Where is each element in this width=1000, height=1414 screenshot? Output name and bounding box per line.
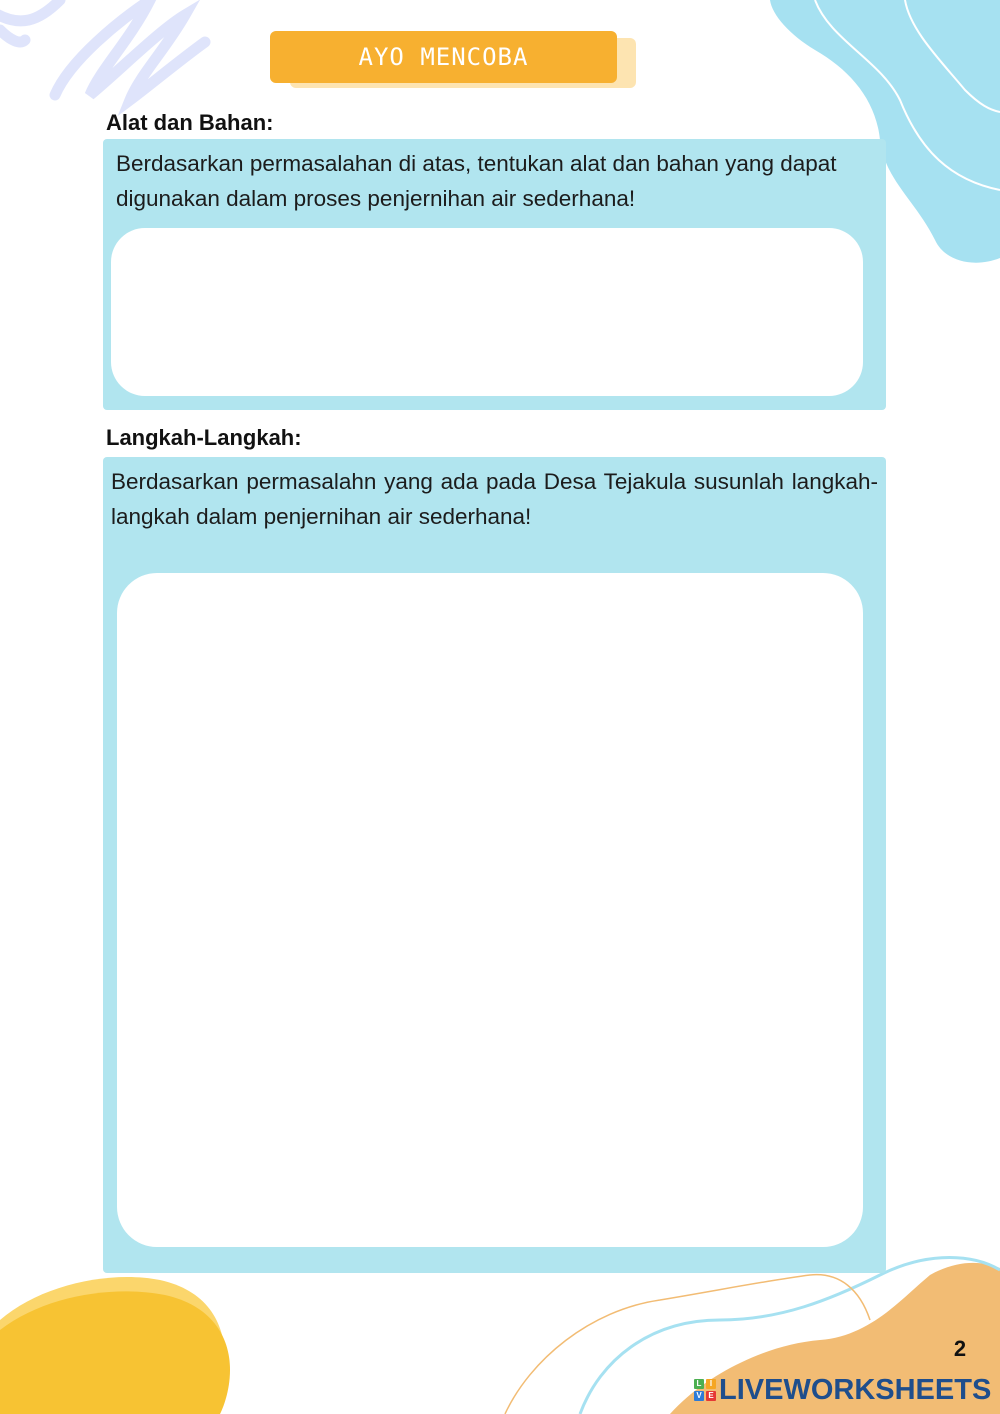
page-title: AYO MENCOBA (358, 43, 529, 71)
logo-letter-e: E (706, 1391, 716, 1401)
logo-letter-v: V (694, 1391, 704, 1401)
scribble-decoration (0, 0, 205, 100)
brand-name: LIVEWORKSHEETS (719, 1373, 992, 1406)
steps-panel (103, 457, 886, 1273)
tools-panel (103, 139, 886, 410)
page-title-banner (270, 31, 617, 83)
liveworksheets-brand (694, 1373, 991, 1407)
tools-instruction: Berdasarkan permasalahan di atas, tentukan alat dan bahan yang dapat digunakan dalam proses penjernihan air sederhana! (116, 151, 837, 211)
steps-answer-input[interactable] (117, 573, 863, 1247)
section-heading-tools: Alat dan Bahan: (106, 110, 274, 135)
logo-letter-l: L (694, 1379, 704, 1389)
page-number: 2 (953, 1336, 967, 1361)
tools-answer-input[interactable] (111, 228, 863, 396)
logo-letter-i: I (706, 1379, 716, 1389)
section-heading-steps: Langkah-Langkah: (106, 425, 302, 450)
steps-instruction: Berdasarkan permasalahn yang ada pada Desa Tejakula susunlah langkah-langkah dalam penjernihan air sederhana! (111, 469, 878, 529)
liveworksheets-logo-icon (694, 1379, 716, 1401)
